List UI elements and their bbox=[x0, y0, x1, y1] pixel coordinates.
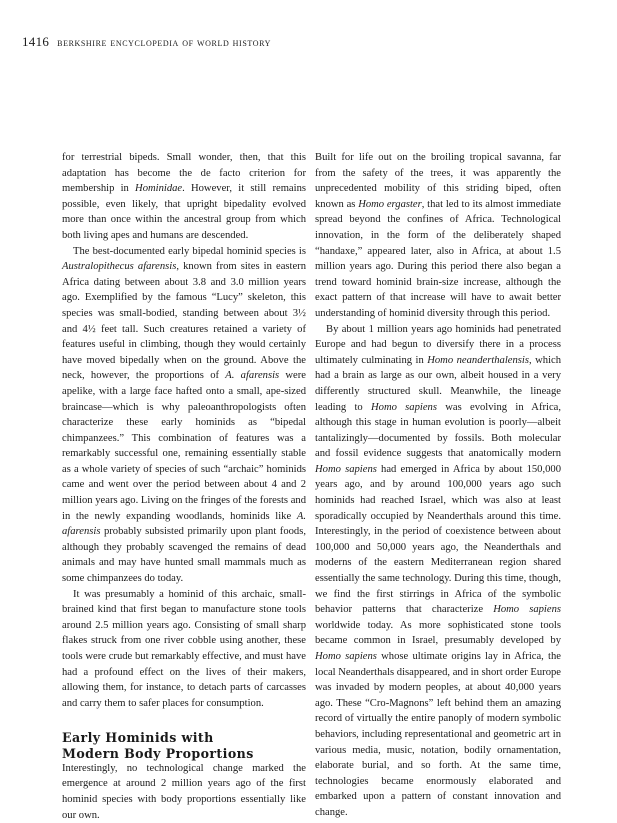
page-number: 1416 bbox=[22, 34, 50, 49]
running-head bbox=[22, 34, 271, 50]
section-heading bbox=[62, 730, 306, 760]
paragraph: By about 1 million years ago hominids had penetrated Europe and had begun to diversify there in a process ultimately culminating in Homo neanderthalensis, which had a brain as large as our own, albeit housed in a very differently structured skull. Meanwhile, the lineage leading to Homo sapiens was evolving in Africa, although this stage in human evolution is poorly—albeit tantalizingly—documented by fossils. Both molecular and fossil evidence suggests that anatomically modern Homo sapiens had emerged in Africa by about 150,000 years ago, and by around 100,000 years ago such hominids had reached Israel, which was also at least sporadically occupied by Neanderthals around this time. Interestingly, in the period of coexistence between about 100,000 and 50,000 years ago, the Neanderthals and moderns of the eastern Mediterranean region shared essentially the same technology. During this time, though, we find the first stirrings in Africa of the symbolic behavior patterns that characterize Homo sapiens worldwide today. As more sophisticated stone tools became common in Israel, presumably developed by Homo sapiens whose ultimate origins lay in Africa, the local Neanderthals disappeared, and in short order Europe was invaded by modern peoples, at about 40,000 years ago. These “Cro-Magnons” left behind them an amazing record of virtually the entire panoply of modern symbolic behaviors, including representational and geometric art in various media, music, notation, bodily ornamentation, elaborate burial, and so forth. At the same time, technologies became enormously elaborated and embarked upon a pattern of constant innovation and change. bbox=[315, 323, 562, 818]
left-column bbox=[62, 150, 306, 823]
running-title: berkshire encyclopedia of world history bbox=[57, 37, 271, 49]
paragraph: for terrestrial bipeds. Small wonder, then, that this adaptation has become the de facto criterion for membership in Hominidae. However, it still remains possible, even likely, that upright bipedality evolved more than once within the ancestral group from which both living apes and humans are descended. bbox=[62, 152, 306, 241]
section-heading-line2: Modern Body Proportions bbox=[62, 745, 254, 761]
paragraph: Built for life out on the broiling tropical savanna, far from the safety of the trees, it was apparently the unprecedented mobility of this striding biped, often known as Homo ergaster, that led to its almost immediate spread beyond the confines of Africa. Technological innovation, in the form of the deliberately shaped “handaxe,” appeared later, also in Africa, at about 1.5 million years ago. During this period there also began a trend toward hominid brain-size increase, although the exact pattern of that increase will have to await better understanding of hominid diversity through this period. bbox=[315, 152, 561, 319]
section-heading-line1: Early Hominids with bbox=[62, 730, 214, 746]
right-column bbox=[315, 150, 561, 821]
paragraph: It was presumably a hominid of this archaic, small-brained kind that first began to manufacture stone tools around 2.5 million years ago. Consisting of small sharp flakes struck from one river cobble using another, these tools were crude but remarkably effective, and must have had a profound effect on the lives of their makers, allowing them, for instance, to detach parts of carcasses and carry them to safer places for consumption. bbox=[62, 588, 306, 709]
paragraph: Interestingly, no technological change marked the emergence at around 2 million years ago of the first hominid species with body proportions essentially like our own. bbox=[62, 762, 306, 821]
paragraph: The best-documented early bipedal hominid species is Australopithecus afarensis, known from sites in eastern Africa dating between about 3.8 and 3.0 million years ago. Exemplified by the famous “Lucy” skeleton, this species was small-bodied, standing between about 3½ and 4½ feet tall. Such creatures retained a variety of features useful in climbing, though they would certainly have moved bipedally when on the ground. Above the neck, however, the proportions of A. afarensis were apelike, with a large face hafted onto a small, ape-sized braincase—which is why paleoanthropologists often characterize these early hominids as “bipedal chimpanzees.” This combination of features was a remarkably successful one, remaining essentially stable as a whole variety of species of such “archaic” hominids came and went over the period between about 4 and 2 million years ago. Living on the fringes of the forests and in the newly expanding woodlands, hominids like A. afarensis probably subsisted primarily upon plant foods, although they probably scavenged the remains of dead animals and may have hunted small mammals much as some chimpanzees do today. bbox=[62, 245, 306, 585]
